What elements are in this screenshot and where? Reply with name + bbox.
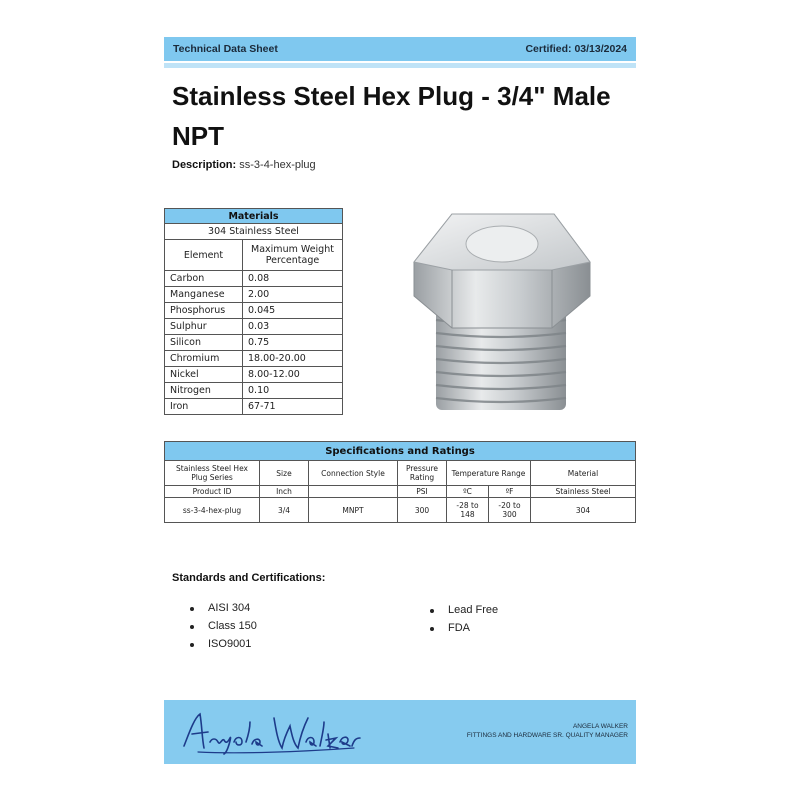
list-item: Class 150 bbox=[188, 620, 257, 638]
materials-col-element: Element bbox=[165, 240, 243, 271]
page-title: Stainless Steel Hex Plug - 3/4" Male NPT bbox=[172, 81, 611, 151]
element-name: Phosphorus bbox=[165, 303, 243, 319]
list-item: AISI 304 bbox=[188, 602, 257, 620]
spec-value-size: 3/4 bbox=[260, 498, 309, 523]
element-value: 18.00-20.00 bbox=[243, 351, 343, 367]
header-bar bbox=[164, 37, 636, 61]
element-name: Sulphur bbox=[165, 319, 243, 335]
element-value: 0.10 bbox=[243, 383, 343, 399]
table-row bbox=[165, 335, 343, 351]
spec-unit-material: Stainless Steel bbox=[531, 486, 636, 498]
element-value: 67-71 bbox=[243, 399, 343, 415]
spec-header-material: Material bbox=[531, 461, 636, 486]
spec-value-temp-c: -28 to 148 bbox=[447, 498, 489, 523]
spec-unit-temp-f: ºF bbox=[489, 486, 531, 498]
signature bbox=[178, 708, 368, 758]
table-row bbox=[165, 303, 343, 319]
element-value: 0.08 bbox=[243, 271, 343, 287]
description-value: ss-3-4-hex-plug bbox=[239, 159, 316, 171]
list-item: ISO9001 bbox=[188, 638, 257, 656]
element-name: Nickel bbox=[165, 367, 243, 383]
spec-header-pressure: Pressure Rating bbox=[398, 461, 447, 486]
signer-role: FITTINGS AND HARDWARE SR. QUALITY MANAGER bbox=[466, 732, 628, 739]
spec-header-connection: Connection Style bbox=[309, 461, 398, 486]
table-row bbox=[165, 287, 343, 303]
spec-value-pressure: 300 bbox=[398, 498, 447, 523]
spec-value-temp-f: -20 to 300 bbox=[489, 498, 531, 523]
header-divider bbox=[164, 63, 636, 68]
hex-plug-photo bbox=[392, 200, 612, 418]
table-row bbox=[165, 383, 343, 399]
table-row bbox=[165, 367, 343, 383]
element-name: Iron bbox=[165, 399, 243, 415]
element-value: 0.75 bbox=[243, 335, 343, 351]
spec-unit-temp-c: ºC bbox=[447, 486, 489, 498]
signer-name: ANGELA WALKER bbox=[572, 723, 628, 730]
materials-col-max: Maximum Weight Percentage bbox=[243, 240, 343, 271]
element-name: Chromium bbox=[165, 351, 243, 367]
materials-title: Materials bbox=[165, 209, 343, 224]
table-row bbox=[165, 351, 343, 367]
table-row bbox=[165, 319, 343, 335]
specs-title: Specifications and Ratings bbox=[165, 442, 636, 461]
element-value: 2.00 bbox=[243, 287, 343, 303]
spec-unit-size: Inch bbox=[260, 486, 309, 498]
header-doc-type: Technical Data Sheet bbox=[173, 43, 278, 55]
table-row bbox=[165, 399, 343, 415]
spec-unit-pressure: PSI bbox=[398, 486, 447, 498]
list-item: Lead Free bbox=[428, 604, 498, 622]
header-certified-date: Certified: 03/13/2024 bbox=[525, 43, 627, 55]
standards-title: Standards and Certifications: bbox=[172, 572, 326, 584]
signer-block bbox=[467, 722, 628, 740]
element-name: Manganese bbox=[165, 287, 243, 303]
materials-table bbox=[164, 208, 343, 415]
spec-unit-series: Product ID bbox=[165, 486, 260, 498]
standards-list-right bbox=[428, 604, 498, 640]
list-item: FDA bbox=[428, 622, 498, 640]
element-value: 8.00-12.00 bbox=[243, 367, 343, 383]
spec-header-temperature: Temperature Range bbox=[447, 461, 531, 486]
table-row bbox=[165, 271, 343, 287]
element-name: Nitrogen bbox=[165, 383, 243, 399]
element-name: Silicon bbox=[165, 335, 243, 351]
description-label: Description: bbox=[172, 159, 237, 171]
spec-header-series: Stainless Steel Hex Plug Series bbox=[165, 461, 260, 486]
element-value: 0.045 bbox=[243, 303, 343, 319]
spec-value-series: ss-3-4-hex-plug bbox=[165, 498, 260, 523]
materials-subtitle: 304 Stainless Steel bbox=[165, 224, 343, 240]
description bbox=[172, 159, 316, 171]
spec-value-connection: MNPT bbox=[309, 498, 398, 523]
specs-table bbox=[164, 441, 636, 523]
element-name: Carbon bbox=[165, 271, 243, 287]
element-value: 0.03 bbox=[243, 319, 343, 335]
footer-bar bbox=[164, 700, 636, 764]
spec-unit-connection bbox=[309, 486, 398, 498]
spec-header-size: Size bbox=[260, 461, 309, 486]
spec-value-material: 304 bbox=[531, 498, 636, 523]
table-row bbox=[165, 498, 636, 523]
standards-list-left bbox=[188, 602, 257, 656]
